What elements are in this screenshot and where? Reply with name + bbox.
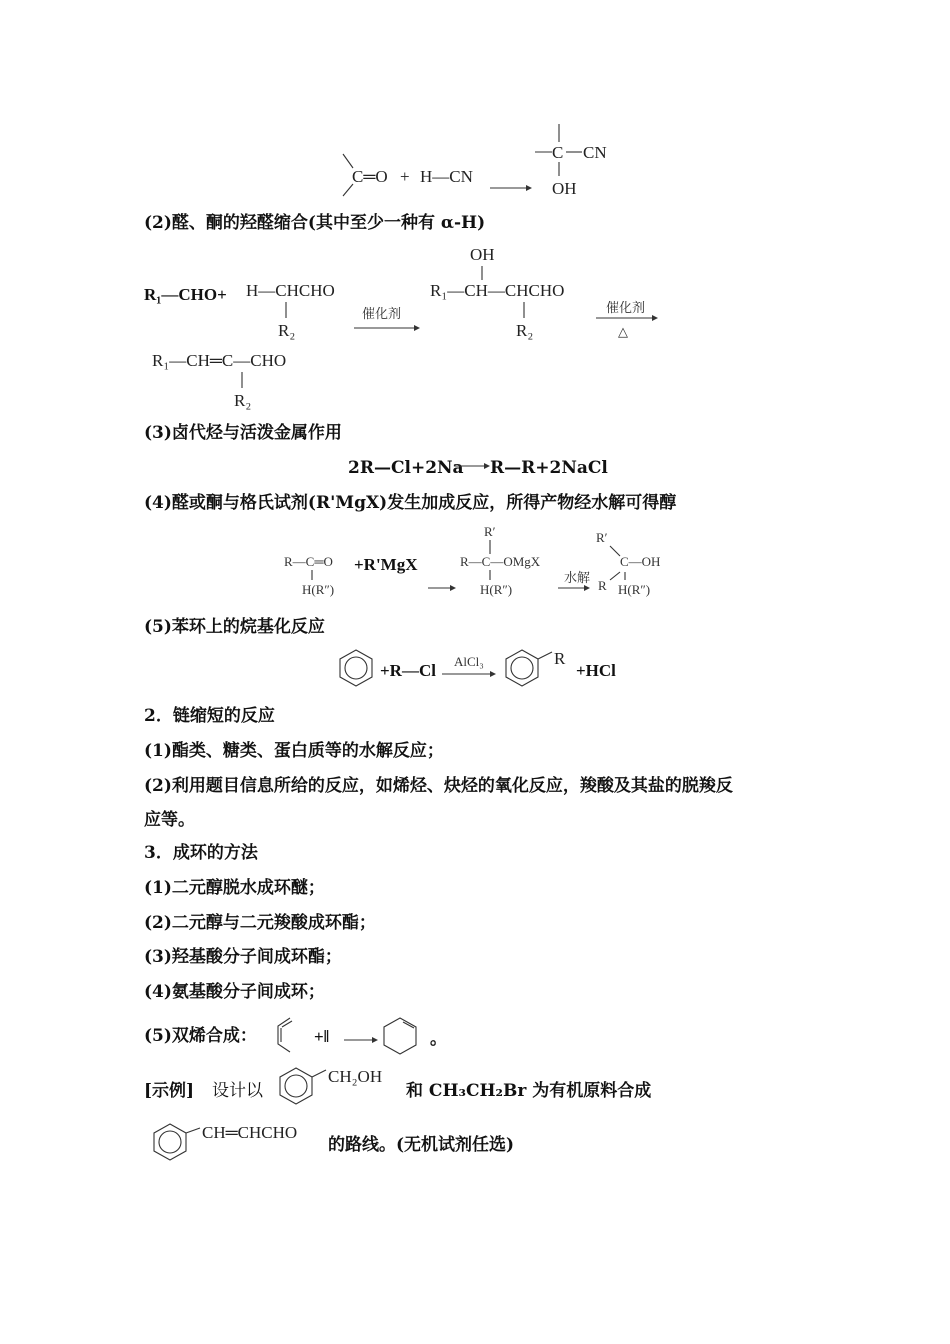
alkylation-reagent: +R—Cl — [380, 661, 436, 680]
chain-short-item2-line2: 应等。 — [144, 810, 195, 830]
alkylation-catalyst: AlCl₃ — [454, 654, 484, 669]
aldol-enal: R₁—CH═C—CHO — [152, 351, 287, 370]
plus-text: + — [400, 167, 410, 186]
diels-alder-diagram — [264, 1012, 447, 1058]
grignard-mid-bottom: H(R″) — [480, 582, 513, 597]
alkylation-diagram — [330, 646, 630, 694]
benzene-ring-1-icon — [340, 650, 372, 686]
ring-item4: (4)氨基酸分子间成环； — [144, 982, 325, 1002]
ring-item1: (1)二元醇脱水成环醚； — [144, 878, 325, 898]
halide-eq-left: 2R—Cl+2Na — [348, 458, 464, 478]
benzyl-label: CH₂OH — [328, 1067, 383, 1086]
cinnamal-label: CH═CHCHO — [202, 1123, 298, 1142]
grignard-mid-chain: R—C—OMgX — [460, 554, 541, 569]
grignard-ketone-h: H(R″) — [302, 582, 335, 597]
halide-heading: (3)卤代烃与活泼金属作用 — [144, 423, 342, 443]
alkylation-heading: (5)苯环上的烷基化反应 — [144, 617, 325, 637]
aldol-product-r2: R₂ — [516, 321, 534, 340]
grignard-prod-top: R′ — [596, 530, 608, 545]
benzene-ring-2-icon — [506, 650, 552, 686]
product-cn-text: CN — [583, 143, 607, 162]
chain-short-item1: (1)酯类、糖类、蛋白质等的水解反应； — [144, 741, 444, 761]
aldol-r2: R₂ — [278, 321, 296, 340]
grignard-ketone: R—C═O — [284, 554, 333, 569]
ring-item3: (3)羟基酸分子间成环酯； — [144, 947, 342, 967]
grignard-prod-bottom: H(R″) — [618, 582, 651, 597]
carbonyl-text: C═O — [352, 167, 388, 186]
aldol-catalyst2: 催化剂 — [606, 301, 646, 316]
grignard-diagram — [280, 522, 680, 604]
grignard-prod-r: R — [598, 578, 607, 593]
cinnamaldehyde-diagram — [146, 1118, 326, 1166]
ring-item5: (5)双烯合成： — [144, 1026, 257, 1046]
aldol-heading: (2)醛、酮的羟醛缩合(其中至少一种有 α-H) — [144, 213, 486, 233]
alkylation-hcl: +HCl — [576, 661, 616, 680]
halide-arrow — [452, 462, 492, 472]
aldol-heat: △ — [618, 325, 628, 340]
example-text1: 设计以 — [212, 1081, 263, 1101]
example-tag: [示例] — [144, 1081, 195, 1101]
chain-short-item2-line1: (2)利用题目信息所给的反应，如烯烃、炔烃的氧化反应，羧酸及其盐的脱羧反 — [144, 776, 733, 796]
product-c-text: C — [552, 143, 564, 162]
example-text2: 和 CH₃CH₂Br 为有机原料合成 — [406, 1081, 652, 1101]
halide-eq-right: R—R+2NaCl — [490, 458, 608, 478]
ring-heading: 3．成环的方法 — [144, 843, 258, 863]
diels-alder-plus: +‖ — [314, 1027, 330, 1046]
aldol-reagent: H—CHCHO — [246, 281, 335, 300]
aldol-product-oh: OH — [470, 245, 495, 264]
cyanohydrin-diagram — [330, 120, 630, 200]
aldol-catalyst1: 催化剂 — [362, 307, 402, 322]
grignard-prod-oh: C—OH — [620, 554, 661, 569]
chain-short-heading: 2．链缩短的反应 — [144, 706, 275, 726]
aldol-r1-cho: R₁—CHO+ — [144, 285, 227, 304]
grignard-hydrolysis: 水解 — [564, 571, 591, 586]
aldol-enal-r2: R₂ — [234, 391, 252, 410]
butadiene-icon — [278, 1018, 292, 1052]
hcn-text: H—CN — [420, 167, 473, 186]
product-oh-text: OH — [552, 179, 577, 198]
example-text3: 的路线。(无机试剂任选) — [328, 1135, 515, 1155]
ring-item2: (2)二元醇与二元羧酸成环酯； — [144, 913, 376, 933]
alkylation-r: R — [554, 649, 566, 668]
grignard-reagent: +R'MgX — [354, 555, 418, 574]
aldol-diagram — [140, 240, 680, 415]
aldol-product-chain: R₁—CH—CHCHO — [430, 281, 565, 300]
benzyl-alcohol-diagram — [272, 1062, 402, 1112]
cyclohexene-icon — [384, 1018, 416, 1054]
grignard-mid-top: R′ — [484, 524, 496, 539]
diels-alder-end: 。 — [430, 1029, 447, 1048]
grignard-heading: (4)醛或酮与格氏试剂(R'MgX)发生加成反应，所得产物经水解可得醇 — [144, 493, 677, 513]
